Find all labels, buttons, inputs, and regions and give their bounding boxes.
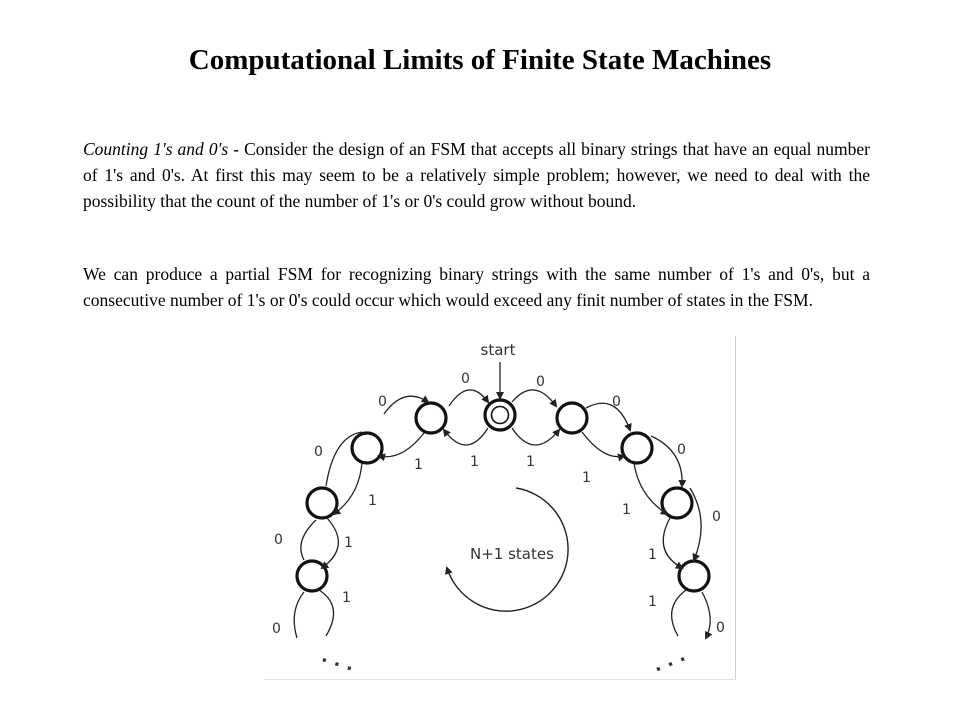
state-right-2 (622, 433, 652, 463)
page-title: Computational Limits of Finite State Machines (188, 44, 772, 76)
state-left-2 (352, 433, 382, 463)
figure-border-bottom (264, 679, 736, 680)
arc-one-right-1 (582, 432, 624, 457)
label-one: 1 (368, 493, 377, 509)
arc-one-right-3 (663, 518, 682, 568)
label-one: 1 (582, 470, 591, 486)
label-one: 1 (342, 590, 351, 606)
label-zero: 0 (716, 620, 725, 636)
label-one: 1 (344, 535, 353, 551)
state-left-3 (307, 488, 337, 518)
ellipsis-left: . . . (319, 645, 358, 676)
arc-one-left-3 (322, 518, 338, 568)
arc-zero-left-0 (449, 390, 488, 406)
label-zero: 0 (612, 394, 621, 410)
label-zero: 0 (677, 442, 686, 458)
label-one: 1 (470, 454, 479, 470)
figure-border-right (735, 336, 736, 680)
state-left-1 (416, 403, 446, 433)
label-one: 1 (526, 454, 535, 470)
arc-one-right-4 (672, 590, 686, 636)
label-zero: 0 (536, 374, 545, 390)
fsm-diagram (264, 336, 736, 680)
label-zero: 0 (461, 371, 470, 387)
paragraph-separator: - (228, 139, 245, 159)
state-right-4 (679, 561, 709, 591)
label-zero: 0 (272, 621, 281, 637)
arc-zero-right-0 (512, 390, 556, 406)
arc-zero-left-3 (301, 520, 316, 560)
arc-zero-right-4 (702, 592, 710, 638)
fsm-diagram-svg (264, 336, 736, 680)
arc-one-left-4 (319, 590, 334, 636)
paragraph-counting (83, 136, 870, 214)
state-left-4 (297, 561, 327, 591)
one-labels (342, 454, 657, 610)
label-zero: 0 (274, 532, 283, 548)
label-zero: 0 (712, 509, 721, 525)
state-right-1 (557, 403, 587, 433)
center-label: N+1 states (470, 545, 554, 563)
paragraph-partial-fsm: We can produce a partial FSM for recognizing binary strings with the same number of 1's and 0's, but a consecutive number of 1's or 0's could occur which would exceed any finit number of states in the FSM. (83, 264, 870, 310)
label-zero: 0 (378, 394, 387, 410)
arc-one-right-0 (512, 428, 559, 445)
label-zero: 0 (314, 444, 323, 460)
state-start (485, 400, 515, 430)
label-one: 1 (414, 457, 423, 473)
arc-zero-left-4 (294, 592, 304, 638)
label-one: 1 (648, 594, 657, 610)
ellipsis-right: . . . (649, 644, 689, 677)
arc-one-left-1 (379, 433, 424, 457)
label-one: 1 (622, 502, 631, 518)
arc-one-left-0 (444, 428, 488, 445)
paragraph-body: Consider the design of an FSM that accepts all binary strings that have an equal number of 1's and 0's. At first this may seem to be a relatively simple problem; however, we need to deal with the possibility that the count of the number of 1's or 0's could grow without bound. (83, 139, 870, 211)
label-one: 1 (648, 547, 657, 563)
arc-zero-right-1 (586, 403, 630, 430)
paragraph-lead: Counting 1's and 0's (83, 139, 229, 159)
start-label: start (480, 341, 516, 359)
